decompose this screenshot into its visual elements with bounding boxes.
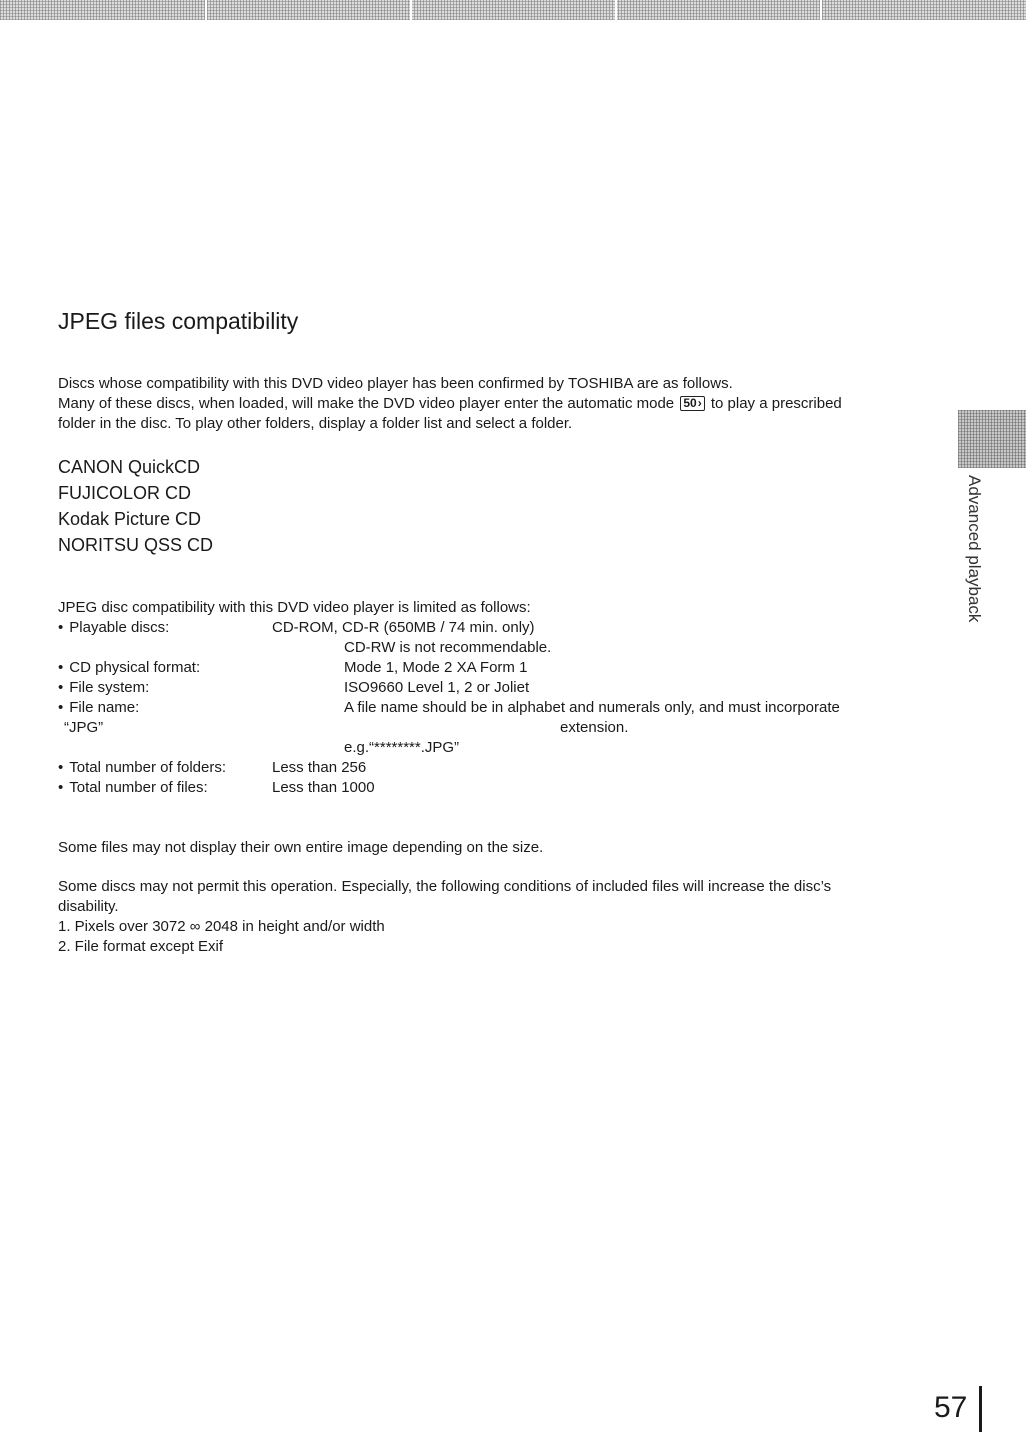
limit-row: [58, 678, 938, 698]
chapter-tab-marker: [958, 410, 1026, 468]
files-label: • Total number of files:: [58, 778, 208, 798]
conditions-note: [58, 877, 958, 957]
limit-row: [58, 658, 938, 678]
size-note: Some files may not display their own entire image depending on the size.: [58, 839, 544, 856]
limits-heading-row: [58, 598, 938, 618]
page-number-rule: [979, 1386, 982, 1432]
files-value: Less than 1000: [272, 779, 375, 796]
limit-row: [58, 718, 938, 738]
filename-value: A file name should be in alphabet and numerals only, and must incorporate: [344, 699, 840, 716]
limit-row: [58, 778, 938, 798]
format-label: • CD physical format:: [58, 658, 200, 678]
filename-example: e.g.“********.JPG”: [344, 739, 460, 756]
page-reference-link[interactable]: 50 ›: [680, 396, 704, 411]
limit-row: [58, 758, 938, 778]
intro-line: Discs whose compatibility with this DVD video player has been confirmed by TOSHIBA are as follows.: [58, 375, 733, 392]
limit-row: [58, 638, 938, 658]
intro-line: folder in the disc. To play other folders, display a folder list and select a folder.: [58, 415, 573, 432]
format-value: Mode 1, Mode 2 XA Form 1: [344, 659, 528, 676]
compatibility-limits: [58, 598, 938, 798]
intro-text: Many of these discs, when loaded, will make the DVD video player enter the automatic mode: [58, 395, 675, 412]
playable-note: CD-RW is not recommendable.: [344, 639, 552, 656]
conditions-line: Some discs may not permit this operation. Especially, the following conditions of included files will increase the disc’s: [58, 878, 832, 895]
bar-divider: [205, 0, 207, 20]
disc-item: Kodak Picture CD: [58, 509, 202, 529]
filesystem-value: ISO9660 Level 1, 2 or Joliet: [344, 679, 530, 696]
chapter-tab-label: Advanced playback: [965, 475, 984, 623]
disc-item: NORITSU QSS CD: [58, 535, 214, 555]
playable-label: • Playable discs:: [58, 618, 169, 638]
compatible-disc-list: [58, 454, 213, 558]
intro-line: [58, 394, 958, 414]
limit-row: [58, 738, 938, 758]
conditions-line: disability.: [58, 898, 119, 915]
disc-item: FUJICOLOR CD: [58, 483, 192, 503]
intro-text: to play a prescribed: [710, 395, 842, 412]
page-number: 57: [934, 1391, 968, 1424]
filesystem-label: • File system:: [58, 678, 149, 698]
limits-heading: JPEG disc compatibility with this DVD video player is limited as follows:: [58, 599, 531, 616]
bar-divider: [410, 0, 412, 20]
section-title: JPEG files compatibility: [58, 308, 299, 334]
folders-label: • Total number of folders:: [58, 758, 226, 778]
top-decorative-bar: [0, 0, 1026, 20]
limit-row: [58, 698, 938, 718]
intro-paragraph: [58, 374, 958, 434]
condition-item: 2. File format except Exif: [58, 938, 224, 955]
condition-item: 1. Pixels over 3072 ∞ 2048 in height and/or width: [58, 918, 385, 935]
disc-item: CANON QuickCD: [58, 457, 201, 477]
bar-divider: [615, 0, 617, 20]
folders-value: Less than 256: [272, 759, 367, 776]
filename-label: • File name:: [58, 698, 139, 718]
filename-extension: extension.: [560, 719, 629, 736]
playable-value: CD-ROM, CD-R (650MB / 74 min. only): [272, 619, 535, 636]
limit-row: [58, 618, 938, 638]
filename-jpg: “JPG”: [64, 719, 104, 736]
bar-divider: [820, 0, 822, 20]
